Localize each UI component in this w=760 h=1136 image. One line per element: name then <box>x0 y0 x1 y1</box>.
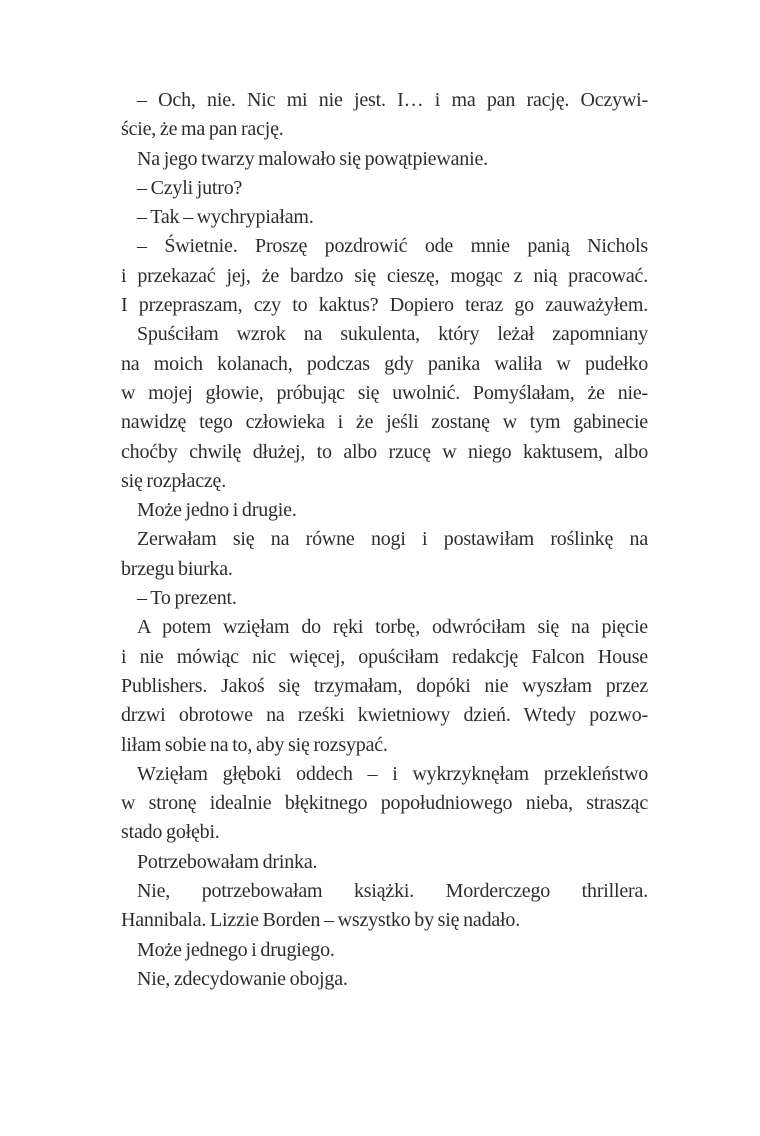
text-line: Na jego twarzy malowało się powątpiewanie. <box>137 147 488 170</box>
text-line: Może jednego i drugiego. <box>137 938 335 961</box>
paragraph <box>121 760 648 848</box>
text-column <box>121 86 648 994</box>
text-line: Hannibala. Lizzie Borden – wszystko by się nadało. <box>121 909 520 932</box>
paragraph <box>121 203 648 232</box>
text-line: – To prezent. <box>137 587 237 610</box>
paragraph <box>121 145 648 174</box>
text-line: Potrzebowałam drinka. <box>137 850 318 873</box>
paragraph <box>121 613 648 759</box>
paragraph <box>121 936 648 965</box>
text-line: Wzięłam głęboki oddech – i wykrzyknęłam przekleństwo <box>137 762 648 785</box>
paragraph <box>121 877 648 936</box>
text-line: Spuściłam wzrok na sukulenta, który leżał zapomniany <box>137 323 648 346</box>
paragraph <box>121 584 648 613</box>
text-line: brzegu biurka. <box>121 557 233 580</box>
text-line: Nie, potrzebowałam książki. Morderczego thrillera. <box>137 880 648 903</box>
text-line: Publishers. Jakoś się trzymałam, dopóki nie wyszłam przez <box>121 674 648 697</box>
text-line: i przekazać jej, że bardzo się cieszę, mogąc z nią pracować. <box>121 264 648 287</box>
text-line: na moich kolanach, podczas gdy panika waliła w pudełko <box>121 352 648 375</box>
text-line: w stronę idealnie błękitnego popołudniowego nieba, strasząc <box>121 792 648 815</box>
paragraph <box>121 320 648 496</box>
paragraph <box>121 496 648 525</box>
text-line: w mojej głowie, próbując się uwolnić. Pomyślałam, że nie- <box>121 381 648 404</box>
text-line: nawidzę tego człowieka i że jeśli zostanę w tym gabinecie <box>121 411 648 434</box>
paragraph <box>121 174 648 203</box>
paragraph <box>121 232 648 320</box>
paragraph <box>121 965 648 994</box>
text-line: choćby chwilę dłużej, to albo rzucę w niego kaktusem, albo <box>121 440 648 463</box>
text-line: ście, że ma pan rację. <box>121 118 284 141</box>
paragraph <box>121 525 648 584</box>
text-line: się rozpłaczę. <box>121 469 227 492</box>
text-line: A potem wzięłam do ręki torbę, odwróciłam się na pięcie <box>137 616 648 639</box>
text-line: – Tak – wychrypiałam. <box>137 206 314 229</box>
text-line: – Świetnie. Proszę pozdrowić ode mnie panią Nichols <box>137 235 648 258</box>
text-line: i nie mówiąc nic więcej, opuściłam redakcję Falcon House <box>121 645 648 668</box>
text-line: stado gołębi. <box>121 821 220 844</box>
paragraph <box>121 848 648 877</box>
text-line: I przepraszam, czy to kaktus? Dopiero teraz go zauważyłem. <box>121 294 648 317</box>
text-line: liłam sobie na to, aby się rozsypać. <box>121 733 388 756</box>
text-line: – Och, nie. Nic mi nie jest. I… i ma pan rację. Oczywi- <box>137 89 648 111</box>
paragraph <box>121 86 648 145</box>
text-line: Może jedno i drugie. <box>137 499 297 522</box>
text-line: drzwi obrotowe na rześki kwietniowy dzień. Wtedy pozwo- <box>121 704 648 727</box>
text-line: Nie, zdecydowanie obojga. <box>137 967 348 990</box>
text-line: – Czyli jutro? <box>137 176 243 199</box>
text-line: Zerwałam się na równe nogi i postawiłam roślinkę na <box>137 528 648 551</box>
